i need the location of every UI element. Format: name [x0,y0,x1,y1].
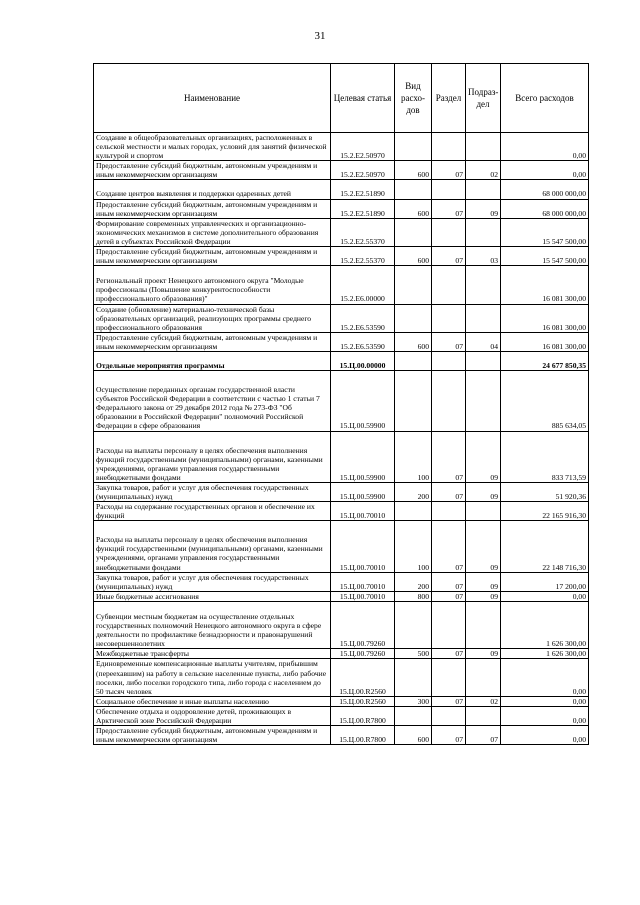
cell-code: 15.2.Е6.00000 [331,266,395,304]
page-number: 31 [314,30,326,42]
cell-razdel: 07 [432,332,466,351]
cell-podrazdel [466,351,501,370]
cell-vid: 600 [395,199,432,218]
cell-sum: 0,00 [501,726,589,745]
cell-name: Межбюджетные трансферты [94,649,331,659]
cell-sum: 16 081 300,00 [501,332,589,351]
cell-code: 15.2.Е2.55370 [331,247,395,266]
table-row [94,332,589,351]
cell-code: 15.Ц.00.59900 [331,482,395,501]
cell-sum: 24 677 850,35 [501,351,589,370]
cell-name: Осуществление переданных органам государственной власти субъектов Российской Федерации в соответствии с частью 1 статьи 7 Федерального закона от 29 декабря 2012 года № 273-ФЗ "Об образовании в Российской Федерации" полномочий Российской Федерации в сфере образования [94,371,331,431]
table-row [94,304,589,332]
cell-name: Предоставление субсидий бюджетным, автономным учреждениям и иным некоммерческим организациям [94,247,331,266]
table-row [94,591,589,601]
cell-razdel [432,304,466,332]
table-row [94,199,589,218]
cell-sum: 0,00 [501,706,589,725]
cell-podrazdel [466,266,501,304]
budget-table [93,63,589,745]
cell-sum: 22 148 716,30 [501,521,589,572]
cell-vid: 600 [395,247,432,266]
header-code: Целевая статья [331,64,395,133]
cell-podrazdel [466,706,501,725]
cell-sum: 0,00 [501,591,589,601]
table-row [94,521,589,572]
cell-razdel [432,659,466,696]
table-row [94,161,589,180]
cell-vid [395,133,432,161]
cell-sum: 833 713,59 [501,431,589,482]
cell-code: 15.Ц.00.70010 [331,521,395,572]
cell-vid [395,502,432,521]
cell-vid: 200 [395,482,432,501]
table-row [94,726,589,745]
cell-sum: 1 626 300,00 [501,601,589,648]
cell-vid: 300 [395,696,432,706]
cell-sum: 15 547 500,00 [501,218,589,246]
table-row [94,431,589,482]
cell-vid [395,659,432,696]
cell-razdel [432,266,466,304]
cell-razdel: 07 [432,696,466,706]
cell-podrazdel [466,502,501,521]
cell-podrazdel [466,659,501,696]
cell-vid: 600 [395,332,432,351]
cell-podrazdel [466,180,501,199]
cell-code: 15.Ц.00.R2560 [331,659,395,696]
cell-name: Отдельные мероприятия программы [94,351,331,370]
cell-vid: 600 [395,161,432,180]
cell-name: Субвенции местным бюджетам на осуществление отдельных государственных полномочий Ненецкого автономного округа в сфере деятельности по профилактике безнадзорности и правонарушений несовершеннолетних [94,601,331,648]
cell-vid [395,601,432,648]
cell-vid: 500 [395,649,432,659]
table-row [94,502,589,521]
cell-name: Создание центров выявления и поддержки одаренных детей [94,180,331,199]
cell-name: Социальное обеспечение и иные выплаты населению [94,696,331,706]
cell-name: Предоставление субсидий бюджетным, автономным учреждениям и иным некоммерческим организациям [94,332,331,351]
table-row [94,572,589,591]
cell-code: 15.Ц.00.59900 [331,431,395,482]
cell-razdel [432,601,466,648]
cell-podrazdel [466,601,501,648]
table-header-row [94,64,589,133]
cell-sum: 17 200,00 [501,572,589,591]
header-name: Наименование [94,64,331,133]
cell-code: 15.2.Е2.50970 [331,161,395,180]
cell-podrazdel [466,133,501,161]
cell-name: Предоставление субсидий бюджетным, автономным учреждениям и иным некоммерческим организациям [94,199,331,218]
table-row [94,482,589,501]
cell-sum: 0,00 [501,696,589,706]
cell-code: 15.Ц.00.70010 [331,572,395,591]
cell-vid: 200 [395,572,432,591]
cell-vid [395,218,432,246]
cell-code: 15.2.Е6.53590 [331,304,395,332]
cell-vid [395,706,432,725]
cell-podrazdel: 09 [466,431,501,482]
cell-podrazdel: 09 [466,591,501,601]
cell-sum: 1 626 300,00 [501,649,589,659]
cell-razdel [432,180,466,199]
table-row [94,180,589,199]
cell-sum: 885 634,05 [501,371,589,431]
cell-name: Закупка товаров, работ и услуг для обеспечения государственных (муниципальных) нужд [94,482,331,501]
cell-code: 15.Ц.00.70010 [331,591,395,601]
cell-sum: 68 000 000,00 [501,199,589,218]
cell-vid [395,304,432,332]
cell-podrazdel: 02 [466,161,501,180]
cell-podrazdel: 09 [466,521,501,572]
cell-name: Региональный проект Ненецкого автономного округа "Молодые профессионалы (Повышение конкурентоспособности профессионального образования)" [94,266,331,304]
table-row [94,133,589,161]
cell-podrazdel: 04 [466,332,501,351]
cell-vid [395,266,432,304]
cell-razdel: 07 [432,521,466,572]
cell-code: 15.2.Е2.50970 [331,133,395,161]
cell-razdel: 07 [432,247,466,266]
cell-sum: 68 000 000,00 [501,180,589,199]
cell-code: 15.Ц.00.59900 [331,371,395,431]
cell-vid: 100 [395,431,432,482]
cell-name: Предоставление субсидий бюджетным, автономным учреждениям и иным некоммерческим организациям [94,726,331,745]
cell-name: Единовременные компенсационные выплаты учителям, прибывшим (переехавшим) на работу в сельские населенные пункты, либо рабочие поселки, либо поселки городского типа, либо города с населением до 50 тысяч человек [94,659,331,696]
table-row [94,696,589,706]
cell-sum: 22 165 916,30 [501,502,589,521]
table-row [94,371,589,431]
cell-razdel [432,371,466,431]
cell-podrazdel [466,304,501,332]
cell-vid [395,351,432,370]
cell-vid: 100 [395,521,432,572]
cell-podrazdel: 09 [466,649,501,659]
cell-name: Иные бюджетные ассигнования [94,591,331,601]
cell-razdel [432,218,466,246]
table-row [94,601,589,648]
cell-razdel: 07 [432,161,466,180]
cell-podrazdel: 09 [466,199,501,218]
cell-razdel [432,502,466,521]
table-row [94,247,589,266]
cell-razdel: 07 [432,482,466,501]
cell-code: 15.Ц.00.79260 [331,601,395,648]
cell-code: 15.Ц.00.00000 [331,351,395,370]
cell-name: Расходы на содержание государственных органов и обеспечение их функций [94,502,331,521]
header-razdel: Раздел [432,64,466,133]
cell-razdel: 07 [432,726,466,745]
cell-code: 15.2.Е2.51890 [331,180,395,199]
cell-podrazdel: 09 [466,572,501,591]
cell-vid [395,180,432,199]
cell-name: Создание в общеобразовательных организациях, расположенных в сельской местности и малых городах, условий для занятий физической культурой и спортом [94,133,331,161]
cell-sum: 0,00 [501,161,589,180]
header-total: Всего расходов [501,64,589,133]
cell-razdel: 07 [432,649,466,659]
cell-razdel: 07 [432,572,466,591]
cell-sum: 0,00 [501,659,589,696]
table-body [94,133,589,745]
table-row [94,218,589,246]
cell-vid: 600 [395,726,432,745]
cell-code: 15.Ц.00.79260 [331,649,395,659]
cell-razdel: 07 [432,431,466,482]
cell-name: Создание (обновление) материально-технической базы образовательных организаций, реализующих программы среднего профессионального образования [94,304,331,332]
table-row [94,649,589,659]
cell-code: 15.2.Е2.55370 [331,218,395,246]
cell-vid [395,371,432,431]
cell-sum: 16 081 300,00 [501,266,589,304]
cell-razdel: 07 [432,591,466,601]
cell-name: Формирование современных управленческих и организационно-экономических механизмов в системе дополнительного образования детей в субъектах Российской Федерации [94,218,331,246]
cell-razdel [432,133,466,161]
cell-name: Закупка товаров, работ и услуг для обеспечения государственных (муниципальных) нужд [94,572,331,591]
header-podrazdel: Подраз-дел [466,64,501,133]
cell-name: Обеспечение отдыха и оздоровление детей, проживающих в Арктической зоне Российской Федерации [94,706,331,725]
cell-sum: 15 547 500,00 [501,247,589,266]
cell-name: Предоставление субсидий бюджетным, автономным учреждениям и иным некоммерческим организациям [94,161,331,180]
header-vid: Вид расхо-дов [395,64,432,133]
cell-name: Расходы на выплаты персоналу в целях обеспечения выполнения функций государственными (муниципальными) органами, казенными учреждениями, органами управления государственными внебюджетными фондами [94,521,331,572]
cell-podrazdel [466,371,501,431]
cell-code: 15.Ц.00.R7800 [331,726,395,745]
cell-code: 15.Ц.00.R2560 [331,696,395,706]
cell-razdel [432,351,466,370]
cell-code: 15.Ц.00.R7800 [331,706,395,725]
table-row [94,659,589,696]
cell-sum: 16 081 300,00 [501,304,589,332]
cell-podrazdel: 03 [466,247,501,266]
cell-razdel [432,706,466,725]
cell-name: Расходы на выплаты персоналу в целях обеспечения выполнения функций государственными (муниципальными) органами, казенными учреждениями, органами управления государственными внебюджетными фондами [94,431,331,482]
cell-razdel: 07 [432,199,466,218]
cell-sum: 0,00 [501,133,589,161]
cell-podrazdel: 09 [466,482,501,501]
table-row [94,266,589,304]
cell-vid: 800 [395,591,432,601]
table-row [94,351,589,370]
cell-podrazdel [466,218,501,246]
cell-podrazdel: 02 [466,696,501,706]
cell-code: 15.2.Е6.53590 [331,332,395,351]
cell-podrazdel: 07 [466,726,501,745]
cell-code: 15.2.Е2.51890 [331,199,395,218]
table-row [94,706,589,725]
cell-sum: 51 920,36 [501,482,589,501]
cell-code: 15.Ц.00.70010 [331,502,395,521]
